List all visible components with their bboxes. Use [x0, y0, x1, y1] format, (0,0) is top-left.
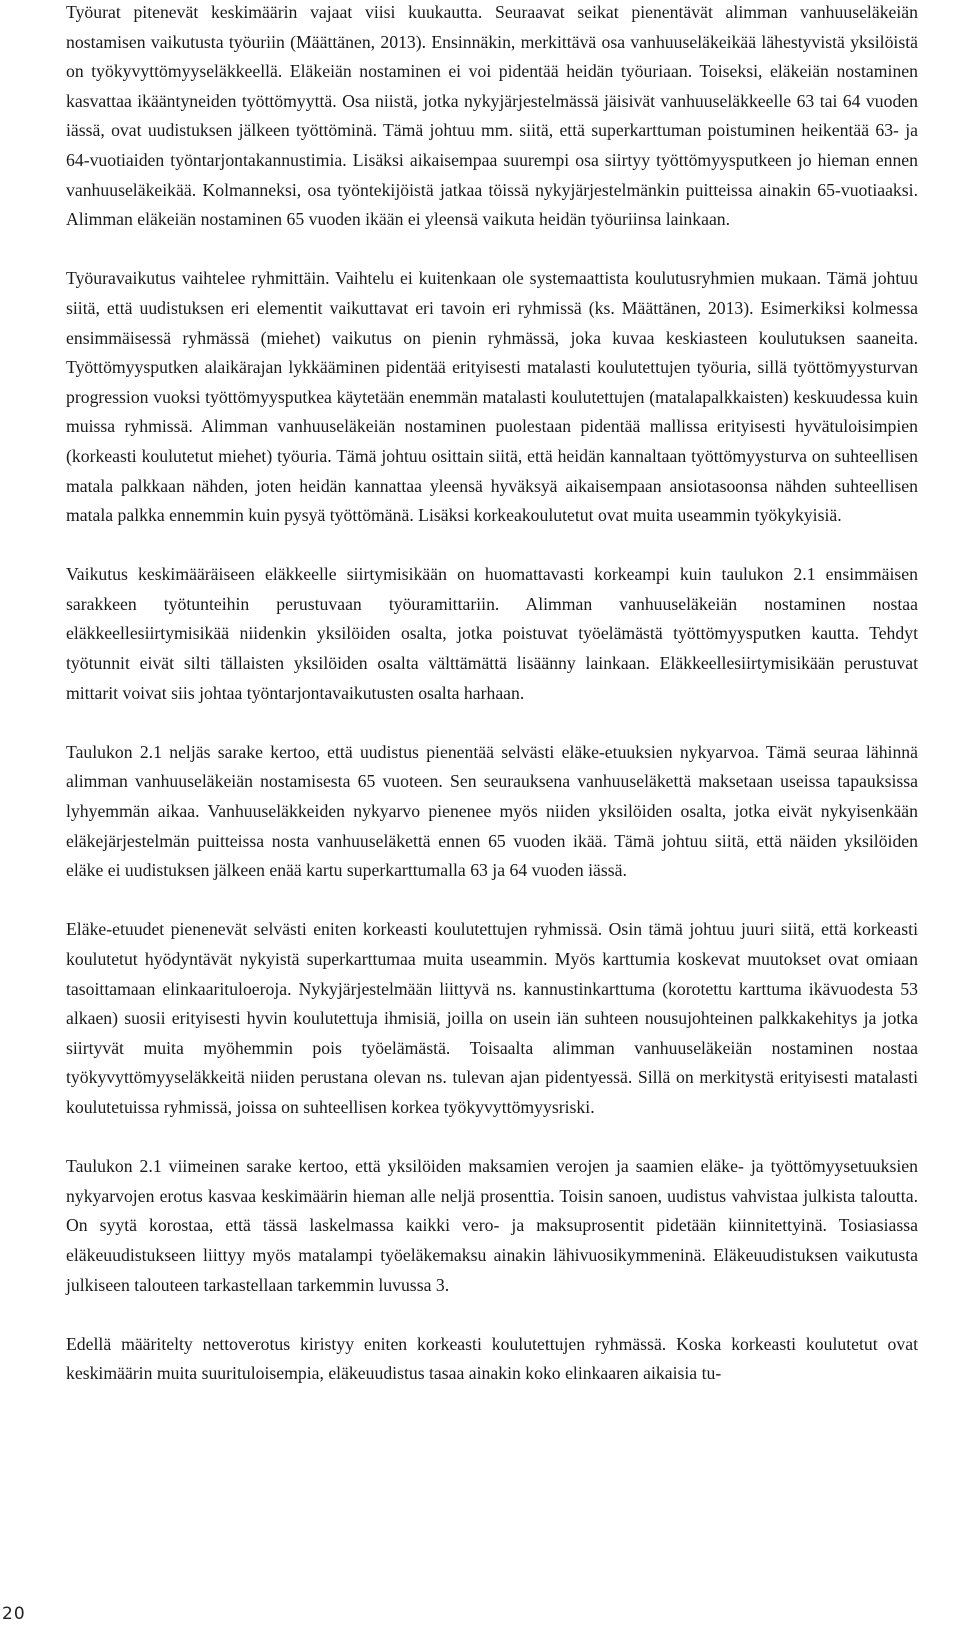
- paragraph-2: Työuravaikutus vaihtelee ryhmittäin. Vaihtelu ei kuitenkaan ole systemaattista koulutusryhmien mukaan. Tämä johtuu siitä, että uudistuksen eri elementit vaikuttavat eri tavoin eri ryhmissä (ks. Määttänen, 2013). Esimerkiksi kolmessa ensimmäisessä ryhmässä (miehet) vaikutus on pienin ryhmässä, joka kuvaa keskiasteen koulutuksen saaneita. Työttömyysputken alaikärajan lykkääminen pidentää erityisesti matalasti koulutettujen työuria, sillä työttömyysturvan progression vuoksi työttömyysputkea käytetään enemmän matalasti koulutettujen (matalapalkkaisten) keskuudessa kuin muissa ryhmissä. Alimman vanhuuseläkeiän nostaminen puolestaan pidentää mallissa erityisesti hyvätuloisimpien (korkeasti koulutetut miehet) työuria. Tämä johtuu osittain siitä, että heidän kannaltaan työttömyysturva on suhteellisen matala palkkaan nähden, joten heidän kannattaa yleensä hyväksyä aikaisempaan ansiotasoonsa nähden suhteellisen matala palkka ennemmin kuin pysyä työttömänä. Lisäksi korkeakoulutetut ovat muita useammin työkykyisiä.: [66, 268, 918, 526]
- paragraph-7: Edellä määritelty nettoverotus kiristyy eniten korkeasti koulutettujen ryhmässä. Koska korkeasti koulutetut ovat keskimäärin muita suurituloisempia, eläkeuudistus tasaa ainakin koko elinkaaren aikaisia tu-: [66, 1333, 918, 1384]
- page-body: [66, 0, 918, 1419]
- paragraph-4: Taulukon 2.1 neljäs sarake kertoo, että uudistus pienentää selvästi eläke-etuuksien nykyarvoa. Tämä seuraa lähinnä alimman vanhuuseläkeiän nostamisesta 65 vuoteen. Sen seurauksena vanhuuseläkettä maksetaan useissa tapauksissa lyhyemmän aikaa. Vanhuuseläkkeiden nykyarvo pienenee myös niiden yksilöiden osalta, jotka eivät nykyisenkään eläkejärjestelmän puitteissa nosta vanhuuseläkettä ennen 65 vuoden ikää. Tämä johtuu siitä, että näiden yksilöiden eläke ei uudistuksen jälkeen enää kartu superkarttumalla 63 ja 64 vuoden iässä.: [66, 741, 918, 881]
- paragraph-5: Eläke-etuudet pienenevät selvästi eniten korkeasti koulutettujen ryhmissä. Osin tämä johtuu juuri siitä, että korkeasti koulutetut hyödyntävät nykyistä superkarttumaa muita useammin. Myös karttumia koskevat muutokset ovat omiaan tasoittamaan elinkaarituloeroja. Nykyjärjestelmään liittyvä ns. kannustinkarttuma (korotettu karttuma ikävuodesta 53 alkaen) suosii erityisesti hyvin koulutettuja ihmisiä, joilla on usein iän suhteen nousujohteinen palkkakehitys ja jotka siirtyvät muita myöhemmin pois työelämästä. Toisaalta alimman vanhuuseläkeiän nostaminen nostaa työkyvyttömyyseläkkeitä niiden perustana olevan ns. tulevan ajan pidentyessä. Sillä on merkitystä erityisesti matalasti koulutetuissa ryhmissä, joissa on suhteellisen korkea työkyvyttömyysriski.: [66, 919, 918, 1117]
- paragraph-3: Vaikutus keskimääräiseen eläkkeelle siirtymisikään on huomattavasti korkeampi kuin taulukon 2.1 ensimmäisen sarakkeen työtunteihin perustuvaan työuramittariin. Alimman vanhuuseläkeiän nostaminen nostaa eläkkeellesiirtymisikää niidenkin yksilöiden osalta, jotka poistuvat työelämästä työttömyysputken kautta. Tehdyt työtunnit eivät silti tällaisten yksilöiden osalta välttämättä lisäänny lainkaan. Eläkkeellesiirtymisikään perustuvat mittarit voivat siis johtaa työntarjontavaikutusten osalta harhaan.: [66, 564, 918, 703]
- paragraph-1: Työurat pitenevät keskimäärin vajaat viisi kuukautta. Seuraavat seikat pienentävät alimman vanhuuseläkeiän nostamisen vaikutusta työuriin (Määttänen, 2013). Ensinnäkin, merkittävä osa vanhuuseläkeikää lähestyvistä yksilöistä on työkyvyttömyyseläkkeellä. Eläkeiän nostaminen ei voi pidentää heidän työuriaan. Toiseksi, eläkeiän nostaminen kasvattaa ikääntyneiden työttömyyttä. Osa niistä, jotka nykyjärjestelmässä jäisivät vanhuuseläkkeelle 63 tai 64 vuoden iässä, ovat uudistuksen jälkeen työttöminä. Tämä johtuu mm. siitä, että superkarttuman poistuminen heikentää 63- ja 64-vuotiaiden työntarjontakannustimia. Lisäksi aikaisempaa suurempi osa siirtyy työttömyysputkeen jo hieman ennen vanhuuseläkeikää. Kolmanneksi, osa työntekijöistä jatkaa töissä nykyjärjestelmänkin puitteissa ainakin 65-vuotiaaksi. Alimman eläkeiän nostaminen 65 vuoden ikään ei yleensä vaikuta heidän työuriinsa lainkaan.: [66, 2, 918, 230]
- page-number: 20: [2, 1604, 26, 1624]
- paragraph-6: Taulukon 2.1 viimeinen sarake kertoo, että yksilöiden maksamien verojen ja saamien eläke- ja työttömyysetuuksien nykyarvojen erotus kasvaa keskimäärin hieman alle neljä prosenttia. Toisin sanoen, uudistus vahvistaa julkista taloutta. On syytä korostaa, että tässä laskelmassa kaikki vero- ja maksuprosentit pidetään kiinnitettyinä. Tosiasiassa eläkeuudistukseen liittyy myös matalampi työeläkemaksu ainakin lähivuosikymmeninä. Eläkeuudistuksen vaikutusta julkiseen talouteen tarkastellaan tarkemmin luvussa 3.: [66, 1156, 918, 1295]
